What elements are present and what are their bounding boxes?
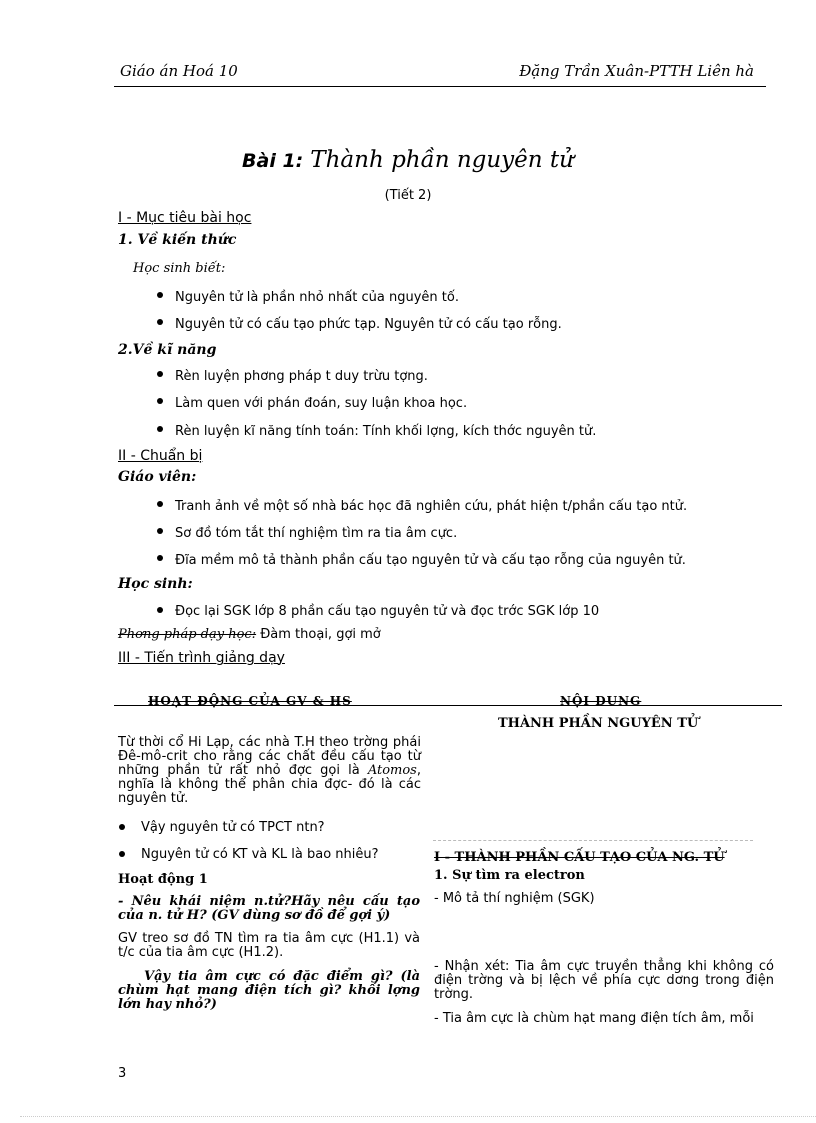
content-p1: - Mô tả thí nghiệm (SGK): [434, 891, 595, 906]
skills-item: Rèn luyện phơng pháp t duy trừu tợng.: [175, 369, 428, 384]
header-left: Giáo án Hoá 10: [120, 62, 238, 80]
content-p2: - Nhận xét: Tia âm cực truyền thẳng khi không có điện trờng và bị lệch về phía cực dơng trong điện trờng.: [434, 959, 774, 1002]
section-2-heading: II - Chuẩn bị: [118, 448, 203, 464]
section-1-heading: I - Mục tiêu bài học: [118, 210, 252, 226]
activity-1: Hoạt động 1: [118, 872, 208, 887]
table-header-rule: [114, 705, 782, 706]
teacher-diagram-note: GV treo sơ đồ TN tìm ra tia âm cực (H1.1) và t/c của tia âm cực (H1.2).: [118, 931, 420, 960]
question-1: Vậy nguyên tử có TPCT ntn?: [141, 820, 325, 835]
bullet-icon: [157, 528, 163, 534]
method-value: Đàm thoại, gợi mở: [256, 627, 381, 642]
lesson-period: (Tiết 2): [384, 188, 432, 203]
bullet-icon: [157, 398, 163, 404]
title-main: Thành phần nguyên tử: [310, 147, 574, 173]
teacher-item: Đĩa mềm mô tả thành phần cấu tạo nguyên tử và cấu tạo rỗng của nguyên tử.: [175, 553, 686, 568]
bullet-icon: [157, 555, 163, 561]
activity-question: - Nêu khái niệm n.tử?Hãy nêu cấu tạo của n. tử H? (GV dùng sơ đồ để gợi ý): [118, 894, 420, 923]
bullet-icon: [157, 607, 163, 613]
bullet-icon: [157, 501, 163, 507]
student-item: Đọc lại SGK lớp 8 phần cấu tạo nguyên tử và đọc trớc SGK lớp 10: [175, 604, 600, 619]
skills-item: Rèn luyện kĩ năng tính toán: Tính khối lợng, kích thớc nguyên tử.: [175, 424, 597, 439]
skills-item: Làm quen với phán đoán, suy luận khoa học.: [175, 396, 468, 411]
knowledge-heading: 1. Về kiến thức: [118, 232, 237, 248]
bullet-icon: [157, 371, 163, 377]
table-head-right: NỘI DUNG: [560, 694, 642, 708]
method-label: Phơng pháp dạy học:: [118, 627, 257, 642]
content-p3: - Tia âm cực là chùm hạt mang điện tích âm, mỗi: [434, 1011, 754, 1026]
intro-paragraph: Từ thời cổ Hi Lạp, các nhà T.H theo trờng phái Đê-mô-crit cho rằng các chất đều cấu tạo từ những phần tử rất nhỏ đợc gọi là Atomos, nghĩa là không thể phân chia đợc- đó là các nguyên tử.: [118, 735, 421, 806]
teacher-item: Tranh ảnh về một số nhà bác học đã nghiên cứu, phát hiện t/phần cấu tạo ntử.: [175, 499, 688, 514]
question-2: Nguyên tử có KT và KL là bao nhiêu?: [141, 847, 379, 862]
table-head-left: HOẠT ĐỘNG CỦA GV & HS: [148, 694, 352, 708]
bullet-icon: [157, 319, 163, 325]
skills-heading: 2.Về kĩ năng: [118, 342, 217, 358]
knowledge-item: Nguyên tử có cấu tạo phức tạp. Nguyên tử có cấu tạo rỗng.: [175, 317, 562, 332]
bullet-icon: [157, 426, 163, 432]
content-section: I - THÀNH PHẦN CẤU TẠO CỦA NG. TỬ: [434, 850, 725, 865]
student-heading: Học sinh:: [118, 576, 193, 592]
knowledge-intro: Học sinh biết:: [133, 261, 226, 276]
bullet-icon: [157, 292, 163, 298]
title-prefix: Bài 1:: [242, 150, 304, 172]
page-number: 3: [118, 1066, 127, 1081]
header-rule: [114, 86, 766, 87]
page-bottom-rule: [20, 1116, 816, 1117]
teacher-heading: Giáo viên:: [118, 469, 197, 485]
bullet-icon: [119, 824, 125, 830]
header-right: Đặng Trần Xuân-PTTH Liên hà: [519, 62, 754, 80]
content-subsection: 1. Sự tìm ra electron: [434, 868, 585, 883]
method-line: [118, 627, 381, 642]
section-3-heading: III - Tiến trình giảng dạy: [118, 650, 285, 666]
bullet-icon: [119, 851, 125, 857]
content-title: THÀNH PHẦN NGUYÊN TỬ: [498, 716, 699, 731]
knowledge-item: Nguyên tử là phần nhỏ nhất của nguyên tố.: [175, 290, 459, 305]
teacher-item: Sơ đồ tóm tắt thí nghiệm tìm ra tia âm cực.: [175, 526, 458, 541]
table-divider: [433, 840, 753, 841]
activity-question-2: Vậy tia âm cực có đặc điểm gì? (là chùm hạt mang điện tích gì? khối lợng lớn hay nhỏ?): [118, 969, 420, 1012]
lesson-title: [0, 147, 816, 173]
